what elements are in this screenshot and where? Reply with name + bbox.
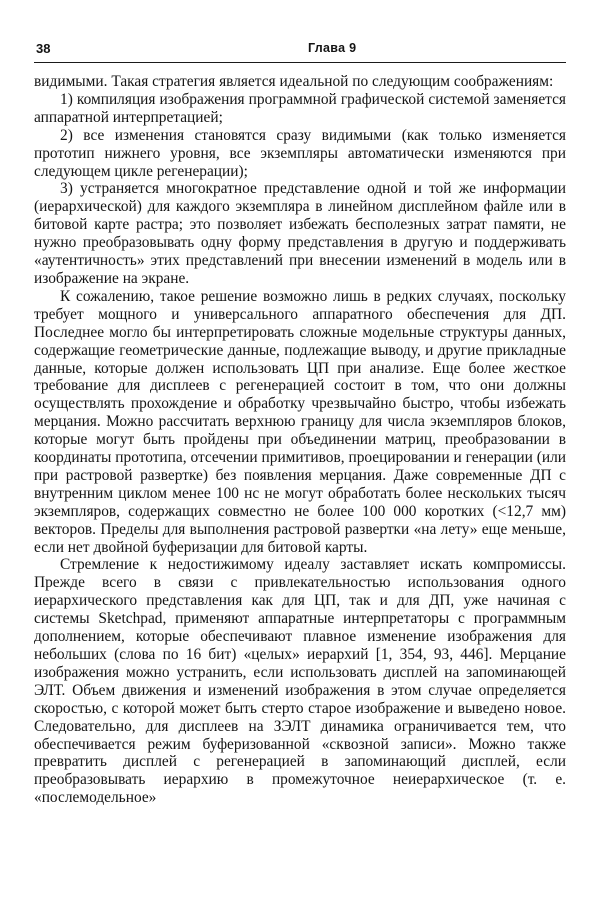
chapter-running-head: Глава 9 xyxy=(308,41,357,55)
list-item-1: 1) компиляция изображения программной графической системой заменяется аппаратной интерпретацией; xyxy=(34,90,566,126)
page-header xyxy=(34,40,566,63)
paragraph-unfortunately: К сожалению, такое решение возможно лишь в редких случаях, поскольку требует мощного и универсального аппаратного обеспечения для ДП. Последнее могло бы интерпретировать сложные модельные структуры данных, содержащие геометрические данные, подлежащие выводу, и другие прикладные данные, которые должен использовать ЦП при анализе. Еще более жесткое требование для дисплеев с регенерацией состоит в том, что они должны осуществлять прохождение и обработку чрезвычайно быстро, чтобы избежать мерцания. Можно рассчитать верхнюю границу для числа экземпляров блоков, которые могут быть пройдены при объединении матриц, преобразовании в координаты прототипа, отсечении примитивов, проецировании и генерации (или при растровой развертке) без появления мерцания. Даже современные ДП с внутренним циклом менее 100 нс не могут обработать более нескольких тысяч экземпляров, содержащих совместно не более 100 000 коротких (<12,7 мм) векторов. Пределы для выполнения растровой развертки «на лету» еще меньше, если нет двойной буферизации для битовой карты. xyxy=(34,287,566,556)
paragraph-compromises: Стремление к недостижимому идеалу заставляет искать компромиссы. Прежде всего в связи с привлекательностью использования одного иерархического представления как для ЦП, так и для ДП, уже начиная с системы Sketchpad, применяют аппаратные интерпретаторы с программным дополнением, которые обеспечивают плавное изменение изображения для небольших (слова по 16 бит) «целых» иерархий [1, 354, 93, 446]. Мерцание изображения можно устранить, если использовать дисплей на запоминающей ЭЛТ. Объем движения и изменений изображения в этом случае определяется скоростью, с которой может быть стерто старое изображение и выведено новое. Следовательно, для дисплеев на ЗЭЛТ динамика ограничивается тем, что обеспечивается режим буферизованной «сквозной записи». Можно также превратить дисплей с регенерацией в запоминающий дисплей, если преобразовывать иерархию в промежуточное неиерархическое (т. е. «послемодельное» xyxy=(34,556,566,807)
page-number: 38 xyxy=(36,41,51,56)
body-text xyxy=(34,73,566,807)
list-item-2: 2) все изменения становятся сразу видимыми (как только изменяется прототип нижнего уровня, все экземпляры автоматически изменяются при следующем цикле регенерации); xyxy=(34,126,566,180)
list-item-3: 3) устраняется многократное представление одной и той же информации (иерархической) для каждого экземпляра в линейном дисплейном файле или в битовой карте растра; это позволяет избежать бесполезных затрат памяти, не нужно преобразовывать одну форму представления в другую и поддерживать «аутентичность» этих представлений при внесении изменений в модель или в изображение на экране. xyxy=(34,180,566,287)
paragraph-continued: видимыми. Такая стратегия является идеальной по следующим соображениям: xyxy=(34,73,554,90)
